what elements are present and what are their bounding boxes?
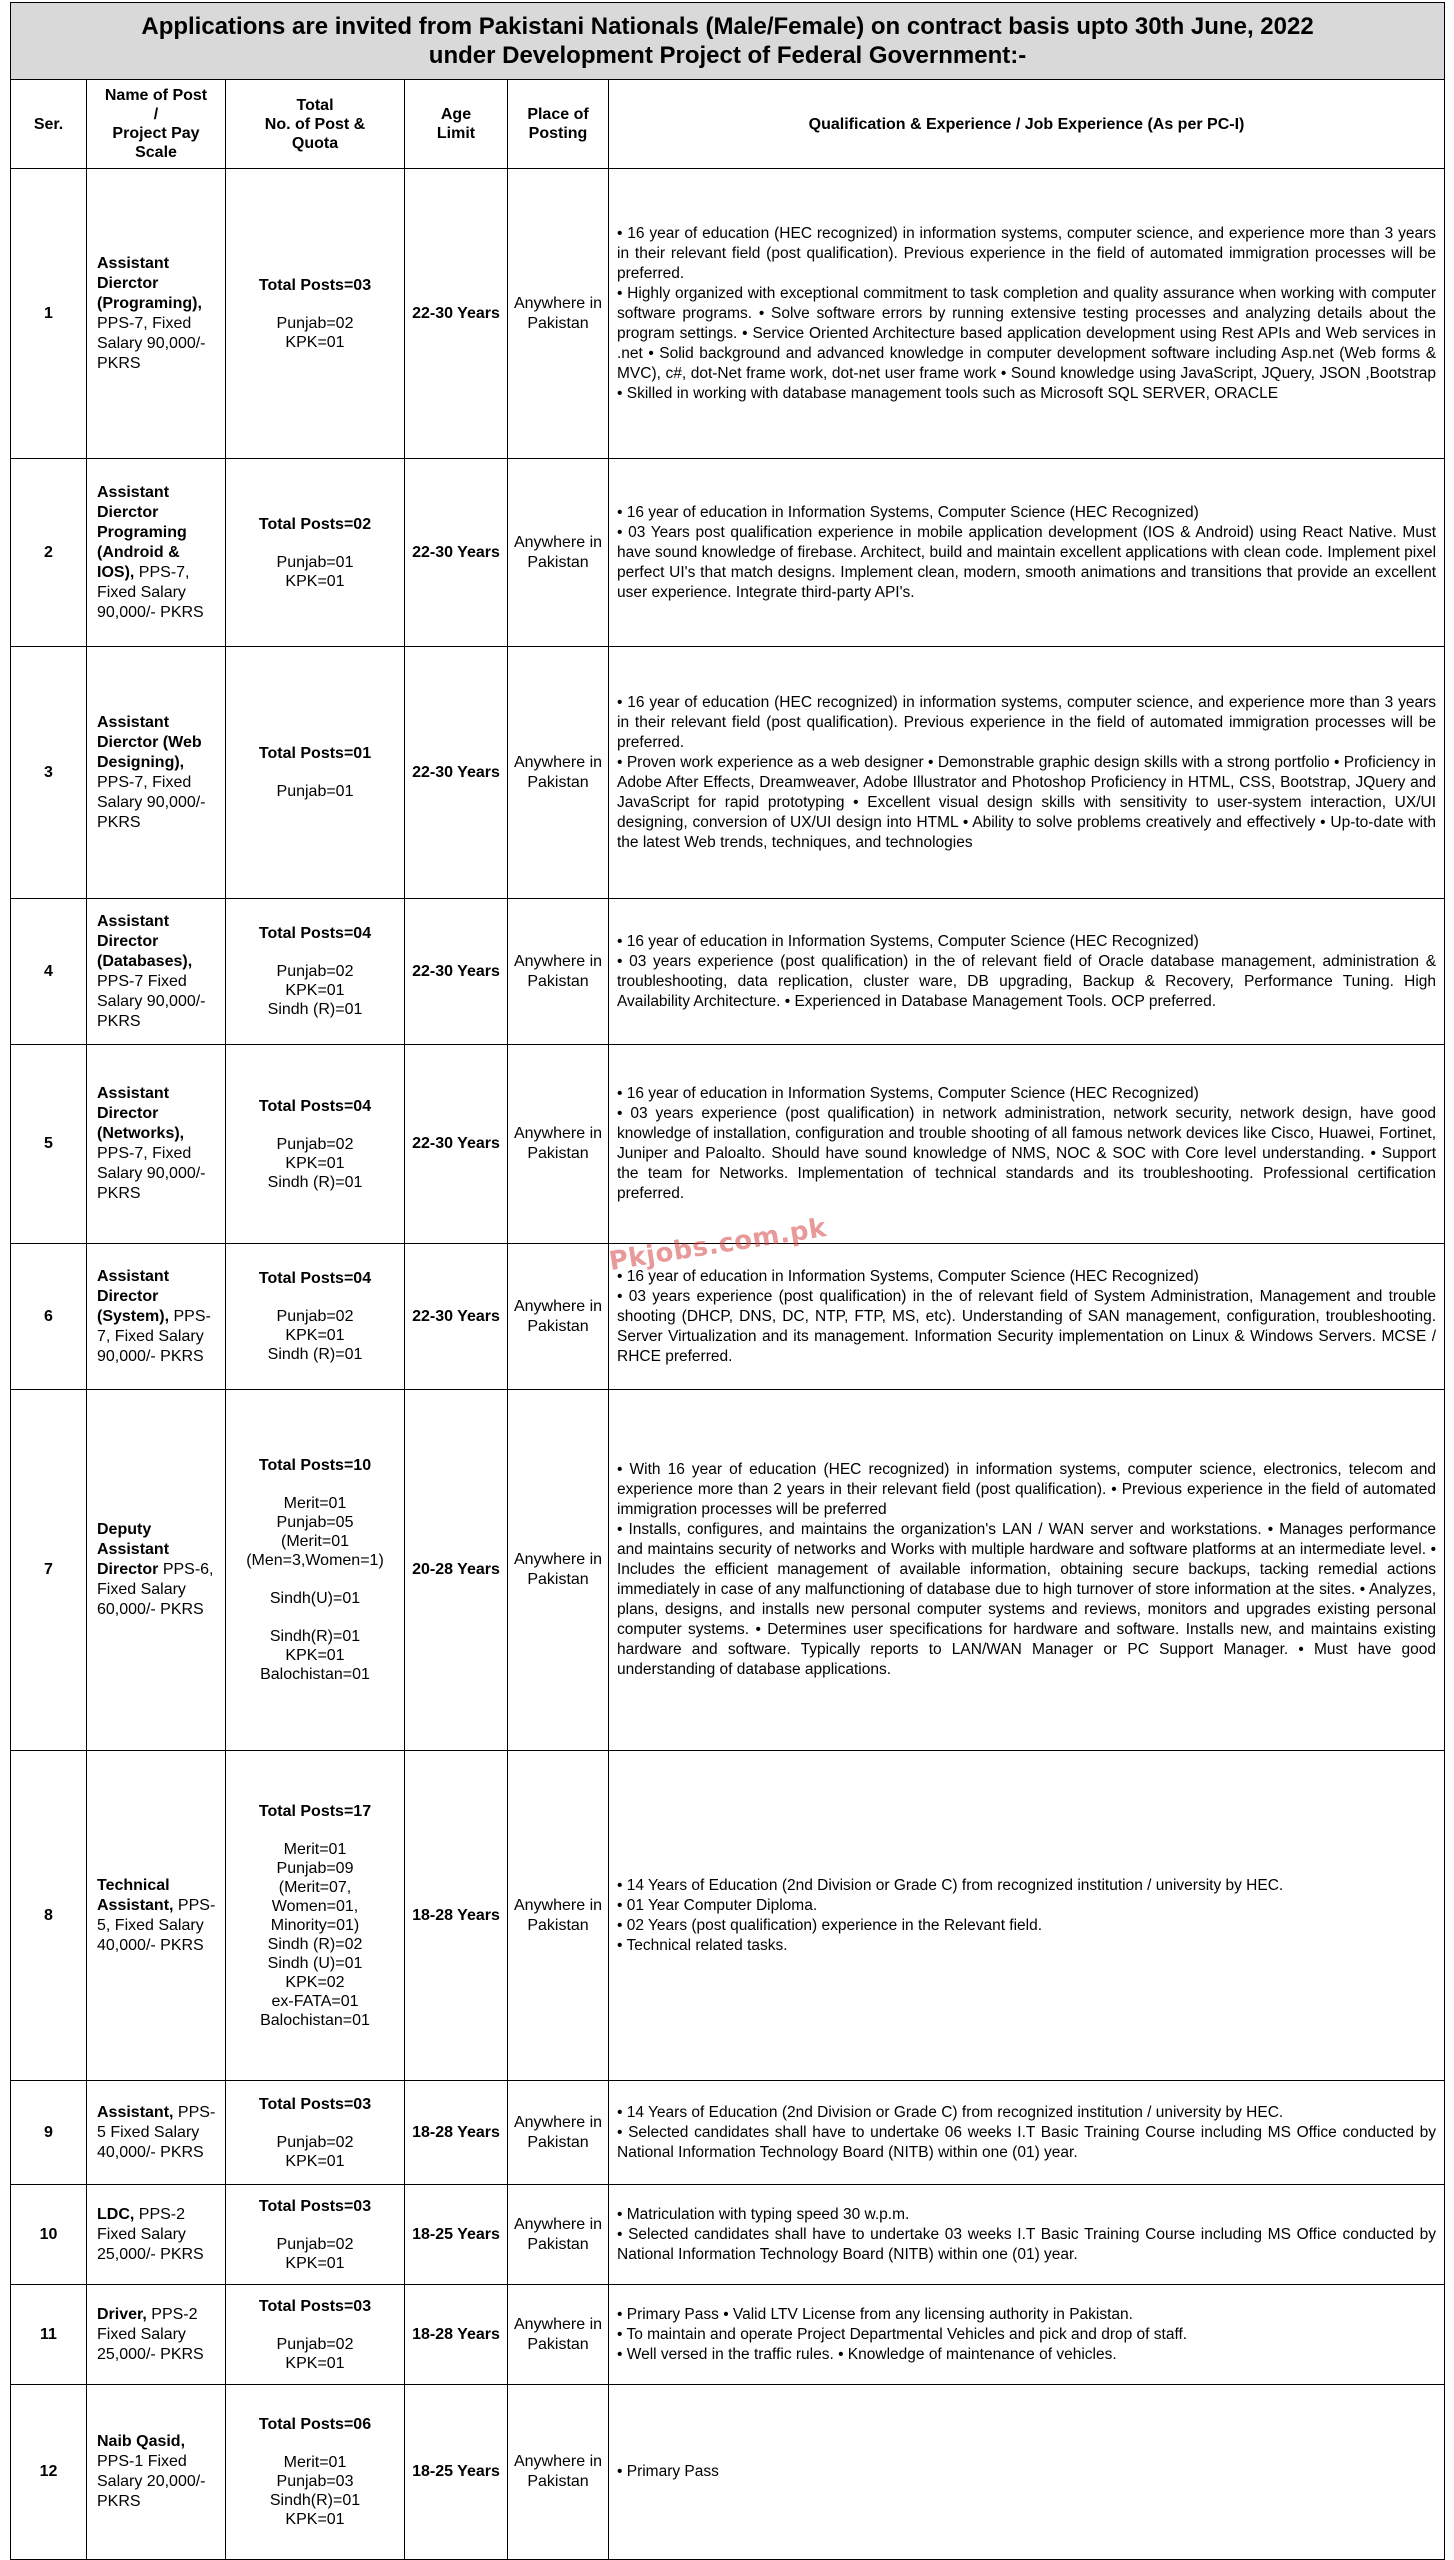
- qualification-item: • 16 year of education (HEC recognized) in information systems, computer science, and experience more than 3 years in their relevant field (post qualification). Previous experience in the field of automated immigration processes will be preferred.: [617, 224, 1437, 282]
- age-limit: 22-30 Years: [405, 647, 508, 899]
- place-of-posting: Anywhere in Pakistan: [508, 2081, 609, 2185]
- pay-scale: PPS-7, Fixed Salary 90,000/- PKRS: [97, 563, 204, 621]
- post-name-cell: [87, 1751, 226, 2081]
- qualification-item: • Well versed in the traffic rules. • Knowledge of maintenance of vehicles.: [617, 2345, 1117, 2363]
- total-posts: Total Posts=17: [258, 1802, 372, 1820]
- serial-number: 9: [11, 2081, 87, 2185]
- table-row: [11, 2081, 1445, 2185]
- table-row: [11, 647, 1445, 899]
- header-age-limit: Age Limit: [405, 80, 508, 169]
- qualification-item: • Matriculation with typing speed 30 w.p.m.: [617, 2205, 910, 2223]
- total-posts-cell: [226, 647, 405, 899]
- table-row: [11, 2385, 1445, 2560]
- pay-scale: PPS-5 Fixed Salary 40,000/- PKRS: [97, 2103, 216, 2161]
- pay-scale: PPS-2 Fixed Salary 25,000/- PKRS: [97, 2205, 204, 2263]
- table-row: [11, 1390, 1445, 1751]
- total-posts: Total Posts=06: [258, 2416, 372, 2433]
- age-limit: 18-28 Years: [405, 2081, 508, 2185]
- quota-breakdown: Punjab=02 KPK=01: [276, 314, 354, 351]
- title-line-1: Applications are invited from Pakistani Nationals (Male/Female) on contract basis upto 30th June, 2022: [141, 13, 1314, 40]
- posts-table: [10, 2, 1445, 2560]
- place-of-posting: Anywhere in Pakistan: [508, 1244, 609, 1390]
- pay-scale: PPS-5, Fixed Salary 40,000/- PKRS: [97, 1896, 216, 1954]
- quota-breakdown: Merit=01 Punjab=05 (Merit=01 (Men=3,Women=1) Sindh(U)=01 Sindh(R)=01 KPK=01 Balochistan=01: [246, 1495, 384, 1683]
- post-name: Assistant,: [97, 2103, 174, 2121]
- table-body: [11, 169, 1445, 2560]
- table-row: [11, 2185, 1445, 2285]
- qualification-item: • 14 Years of Education (2nd Division or Grade C) from recognized institution / university by HEC.: [617, 2103, 1284, 2121]
- serial-number: 2: [11, 459, 87, 647]
- quota-breakdown: Punjab=02 KPK=01: [276, 2133, 354, 2170]
- total-posts-cell: [226, 1045, 405, 1244]
- place-of-posting: Anywhere in Pakistan: [508, 2185, 609, 2285]
- total-posts: Total Posts=03: [258, 2197, 372, 2215]
- post-name: Technical Assistant,: [97, 1876, 174, 1914]
- post-name-cell: [87, 1390, 226, 1751]
- pay-scale: PPS-2 Fixed Salary 25,000/- PKRS: [97, 2305, 204, 2363]
- pay-scale: PPS-7 Fixed Salary 90,000/- PKRS: [97, 972, 206, 1030]
- total-posts-cell: [226, 169, 405, 459]
- qualification-cell: [609, 647, 1445, 899]
- post-name: Assistant Director (System),: [97, 1267, 170, 1325]
- post-name-cell: [87, 2285, 226, 2385]
- post-name-cell: [87, 2385, 226, 2560]
- age-limit: 22-30 Years: [405, 1244, 508, 1390]
- post-name-cell: [87, 2185, 226, 2285]
- qualification-cell: [609, 2285, 1445, 2385]
- qualification-item: • Primary Pass • Valid LTV License from any licensing authority in Pakistan.: [617, 2305, 1133, 2323]
- total-posts-cell: [226, 2285, 405, 2385]
- total-posts: Total Posts=02: [258, 515, 372, 533]
- qualification-item: • 16 year of education in Information Systems, Computer Science (HEC Recognized): [617, 503, 1199, 521]
- serial-number: 3: [11, 647, 87, 899]
- serial-number: 12: [11, 2385, 87, 2560]
- pay-scale: PPS-1 Fixed Salary 20,000/- PKRS: [97, 2453, 206, 2510]
- table-row: [11, 899, 1445, 1045]
- header-place-of-posting: Place of Posting: [508, 80, 609, 169]
- qualification-cell: [609, 1045, 1445, 1244]
- total-posts: Total Posts=04: [258, 925, 372, 942]
- age-limit: 18-28 Years: [405, 1751, 508, 2081]
- header-total-posts: Total No. of Post & Quota: [226, 80, 405, 169]
- qualification-item: • 16 year of education in Information Systems, Computer Science (HEC Recognized): [617, 1085, 1199, 1102]
- table-row: [11, 1751, 1445, 2081]
- place-of-posting: Anywhere in Pakistan: [508, 169, 609, 459]
- post-name-cell: [87, 1244, 226, 1390]
- place-of-posting: Anywhere in Pakistan: [508, 459, 609, 647]
- pay-scale: PPS-7, Fixed Salary 90,000/- PKRS: [97, 773, 206, 831]
- total-posts-cell: [226, 1390, 405, 1751]
- pay-scale: PPS-7, Fixed Salary 90,000/- PKRS: [97, 1145, 206, 1202]
- post-name-cell: [87, 647, 226, 899]
- total-posts: Total Posts=03: [258, 2297, 372, 2315]
- age-limit: 22-30 Years: [405, 1045, 508, 1244]
- qualification-item: • Technical related tasks.: [617, 1936, 788, 1954]
- quota-breakdown: Punjab=01: [276, 783, 354, 800]
- page-title: [11, 3, 1445, 80]
- qualification-item: • 03 Years post qualification experience in mobile application development (IOS & Android) using React Native. Must have sound knowledge of firebase. Architect, build and maintain excellent applications with clean code. Implement pixel perfect UI's that match designs. Implement clean, modern, smooth animations and transitions that provide an excellent user experience. Integrate third-party API's.: [617, 523, 1437, 601]
- total-posts-cell: [226, 899, 405, 1045]
- qualification-item: • 16 year of education (HEC recognized) in information systems, computer science, and experience more than 3 years in their relevant field (post qualification). Previous experience in the field of automated immigration processes will be preferred.: [617, 693, 1437, 751]
- post-name: Naib Qasid,: [97, 2433, 186, 2450]
- total-posts-cell: [226, 1751, 405, 2081]
- serial-number: 7: [11, 1390, 87, 1751]
- quota-breakdown: Merit=01 Punjab=03 Sindh(R)=01 KPK=01: [269, 2454, 361, 2528]
- post-name: Deputy Assistant Director: [97, 1521, 170, 1578]
- serial-number: 4: [11, 899, 87, 1045]
- post-name: Assistant Dierctor (Web Designing),: [97, 713, 202, 771]
- serial-number: 5: [11, 1045, 87, 1244]
- qualification-cell: [609, 2385, 1445, 2560]
- post-name-cell: [87, 1045, 226, 1244]
- pay-scale: PPS-7, Fixed Salary 90,000/- PKRS: [97, 314, 206, 372]
- post-name: Assistant Director (Networks),: [97, 1085, 185, 1142]
- qualification-cell: [609, 1390, 1445, 1751]
- header-ser: Ser.: [11, 80, 87, 169]
- table-row: [11, 169, 1445, 459]
- table-row: [11, 1045, 1445, 1244]
- age-limit: 18-25 Years: [405, 2385, 508, 2560]
- table-row: [11, 459, 1445, 647]
- post-name-cell: [87, 2081, 226, 2185]
- age-limit: 18-25 Years: [405, 2185, 508, 2285]
- header-qualification: Qualification & Experience / Job Experience (As per PC-I): [609, 80, 1445, 169]
- age-limit: 20-28 Years: [405, 1390, 508, 1751]
- quota-breakdown: Punjab=01 KPK=01: [276, 553, 354, 590]
- place-of-posting: Anywhere in Pakistan: [508, 1390, 609, 1751]
- qualification-item: • 03 years experience (post qualification) in network administration, network security, network design, have good knowledge of installation, configuration and trouble shooting of all famous network devices like Cisco, Huawei, Fortinet, Juniper and Paloalto. Should have sound knowledge of NMS, NOC & SOC with Core level understanding. • Support the team for Networks. Implementation of technical standards and its troubleshooting. Professional certification preferred.: [617, 1105, 1437, 1202]
- serial-number: 11: [11, 2285, 87, 2385]
- qualification-item: • 16 year of education in Information Systems, Computer Science (HEC Recognized): [617, 1267, 1199, 1285]
- post-name: Assistant Director (Databases),: [97, 912, 193, 970]
- age-limit: 22-30 Years: [405, 899, 508, 1045]
- total-posts-cell: [226, 1244, 405, 1390]
- table-row: [11, 1244, 1445, 1390]
- table-header-row: [11, 80, 1445, 169]
- post-name-cell: [87, 169, 226, 459]
- quota-breakdown: Punjab=02 KPK=01: [276, 2335, 354, 2372]
- place-of-posting: Anywhere in Pakistan: [508, 2285, 609, 2385]
- post-name-cell: [87, 459, 226, 647]
- qualification-cell: [609, 899, 1445, 1045]
- pay-scale: PPS-6, Fixed Salary 60,000/- PKRS: [97, 1561, 214, 1618]
- job-advertisement-sheet: [10, 2, 1444, 2560]
- serial-number: 10: [11, 2185, 87, 2285]
- quota-breakdown: Punjab=02 KPK=01 Sindh (R)=01: [267, 1135, 363, 1191]
- title-line-2: under Development Project of Federal Government:-: [428, 42, 1027, 69]
- qualification-cell: [609, 459, 1445, 647]
- post-name: Assistant Dierctor Programing (Android & IOS),: [97, 483, 187, 581]
- quota-breakdown: Punjab=02 KPK=01: [276, 2235, 354, 2272]
- serial-number: 1: [11, 169, 87, 459]
- total-posts-cell: [226, 2185, 405, 2285]
- total-posts: Total Posts=04: [258, 1097, 372, 1115]
- total-posts-cell: [226, 2081, 405, 2185]
- qualification-item: • 16 year of education in Information Systems, Computer Science (HEC Recognized): [617, 932, 1199, 950]
- qualification-item: • 01 Year Computer Diploma.: [617, 1896, 818, 1914]
- place-of-posting: Anywhere in Pakistan: [508, 647, 609, 899]
- place-of-posting: Anywhere in Pakistan: [508, 1751, 609, 2081]
- age-limit: 22-30 Years: [405, 459, 508, 647]
- qualification-cell: [609, 1751, 1445, 2081]
- qualification-item: • Selected candidates shall have to undertake 03 weeks I.T Basic Training Course including MS Office conducted by National Information Technology Board (NITB) within one (01) year.: [617, 2225, 1437, 2263]
- qualification-item: • To maintain and operate Project Departmental Vehicles and pick and drop of staff.: [617, 2325, 1188, 2343]
- qualification-item: • 03 years experience (post qualification) in the of relevant field of Oracle database management, administration & troubleshooting, data replication, cluster ware, DB upgrading, Backup & Recovery, Performance Tuning. High Availability Architecture. • Experienced in Database Management Tools. OCP preferred.: [617, 952, 1437, 1010]
- post-name: Assistant Dierctor (Programing),: [97, 254, 202, 312]
- total-posts: Total Posts=04: [258, 1270, 372, 1287]
- qualification-item: • Proven work experience as a web designer • Demonstrable graphic design skills with a strong portfolio • Proficiency in Adobe After Effects, Dreamweaver, Adobe Illustrator and Photoshop Proficiency in HTML, CSS, Bootstrap, JQuery and JavaScript for rapid prototyping • Excellent visual design skills with sensitivity to user-system interaction, UX/UI designing, conversion of UX/UI design into HTML • Ability to solve problems creatively and effectively • Up-to-date with the latest Web trends, techniques, and technologies: [617, 753, 1437, 851]
- qualification-cell: [609, 2185, 1445, 2285]
- place-of-posting: Anywhere in Pakistan: [508, 2385, 609, 2560]
- qualification-cell: [609, 2081, 1445, 2185]
- serial-number: 8: [11, 1751, 87, 2081]
- place-of-posting: Anywhere in Pakistan: [508, 1045, 609, 1244]
- qualification-item: • 14 Years of Education (2nd Division or Grade C) from recognized institution / university by HEC.: [617, 1876, 1284, 1894]
- age-limit: 22-30 Years: [405, 169, 508, 459]
- total-posts: Total Posts=03: [258, 276, 372, 294]
- qualification-item: • Installs, configures, and maintains the organization's LAN / WAN server and workstations. • Manages performance and maintains security of networks and Works with multiple hardware and software platforms at an intermediate level. • Includes the efficient management of available information, obtaining secure backups, tacking remedial actions immediately in case of any malfunctioning of database due to high turnover of store information at the sites. • Analyzes, plans, designs, and installs new personal computer systems and reviews, monitors and upgrades existing personal computer systems. • Determines user specifications for hardware and software. Installs new, and maintains existing hardware and software. Typically reports to LAN/WAN Manager or PC Support Manager. • Must have good understanding of database applications.: [617, 1521, 1437, 1678]
- quota-breakdown: Punjab=02 KPK=01 Sindh (R)=01: [267, 1308, 363, 1363]
- post-name: LDC,: [97, 2205, 135, 2223]
- total-posts: Total Posts=01: [258, 745, 372, 762]
- quota-breakdown: Punjab=02 KPK=01 Sindh (R)=01: [267, 963, 363, 1018]
- qualification-cell: [609, 1244, 1445, 1390]
- total-posts-cell: [226, 459, 405, 647]
- pay-scale: PPS-7, Fixed Salary 90,000/- PKRS: [97, 1307, 211, 1365]
- qualification-item: • With 16 year of education (HEC recognized) in information systems, computer science, electronics, telecom and experience more than 2 years in their relevant field (post qualification). • Previous experience in the field of automated immigration processes will be preferred: [617, 1461, 1437, 1518]
- qualification-cell: [609, 169, 1445, 459]
- post-name: Driver,: [97, 2305, 147, 2323]
- table-row: [11, 2285, 1445, 2385]
- serial-number: 6: [11, 1244, 87, 1390]
- qualification-item: • Highly organized with exceptional commitment to task completion and quality assurance when working with computer software programs. • Solve software errors by running extensive testing processes and analyzing details about the program settings. • Service Oriented Architecture based application development using Rest APIs and Web services in .net • Solid background and advanced knowledge in computer development software including Asp.net (Web forms & MVC), c#, dot-Net frame work, dot-net user frame work • Sound knowledge using JavaScript, JQuery, JSON ,Bootstrap • Skilled in working with database management tools such as Microsoft SQL SERVER, ORACLE: [617, 284, 1437, 402]
- place-of-posting: Anywhere in Pakistan: [508, 899, 609, 1045]
- post-name-cell: [87, 899, 226, 1045]
- qualification-item: • Primary Pass: [617, 2463, 719, 2480]
- total-posts: Total Posts=10: [258, 1457, 372, 1474]
- watermark: Pkjobs.com.pk: [607, 1212, 829, 1278]
- total-posts-cell: [226, 2385, 405, 2560]
- quota-breakdown: Merit=01 Punjab=09 (Merit=07, Women=01, Minority=01) Sindh (R)=02 Sindh (U)=01 KPK=02 ex-FATA=01 Balochistan=01: [260, 1840, 370, 2029]
- age-limit: 18-28 Years: [405, 2285, 508, 2385]
- header-post-name: Name of Post / Project Pay Scale: [87, 80, 226, 169]
- qualification-item: • Selected candidates shall have to undertake 06 weeks I.T Basic Training Course including MS Office conducted by National Information Technology Board (NITB) within one (01) year.: [617, 2123, 1437, 2161]
- qualification-item: • 02 Years (post qualification) experience in the Relevant field.: [617, 1916, 1043, 1934]
- total-posts: Total Posts=03: [258, 2095, 372, 2113]
- qualification-item: • 03 years experience (post qualification) in the of relevant field of System Administration, Management and trouble shooting (DHCP, DNS, DC, NTP, FTP, MS, etc). Understanding of SAN management, configuration, troubleshooting. Server Virtualization and its management. Information Security implementation on Linux & Windows Servers. MCSE / RHCE preferred.: [617, 1287, 1437, 1365]
